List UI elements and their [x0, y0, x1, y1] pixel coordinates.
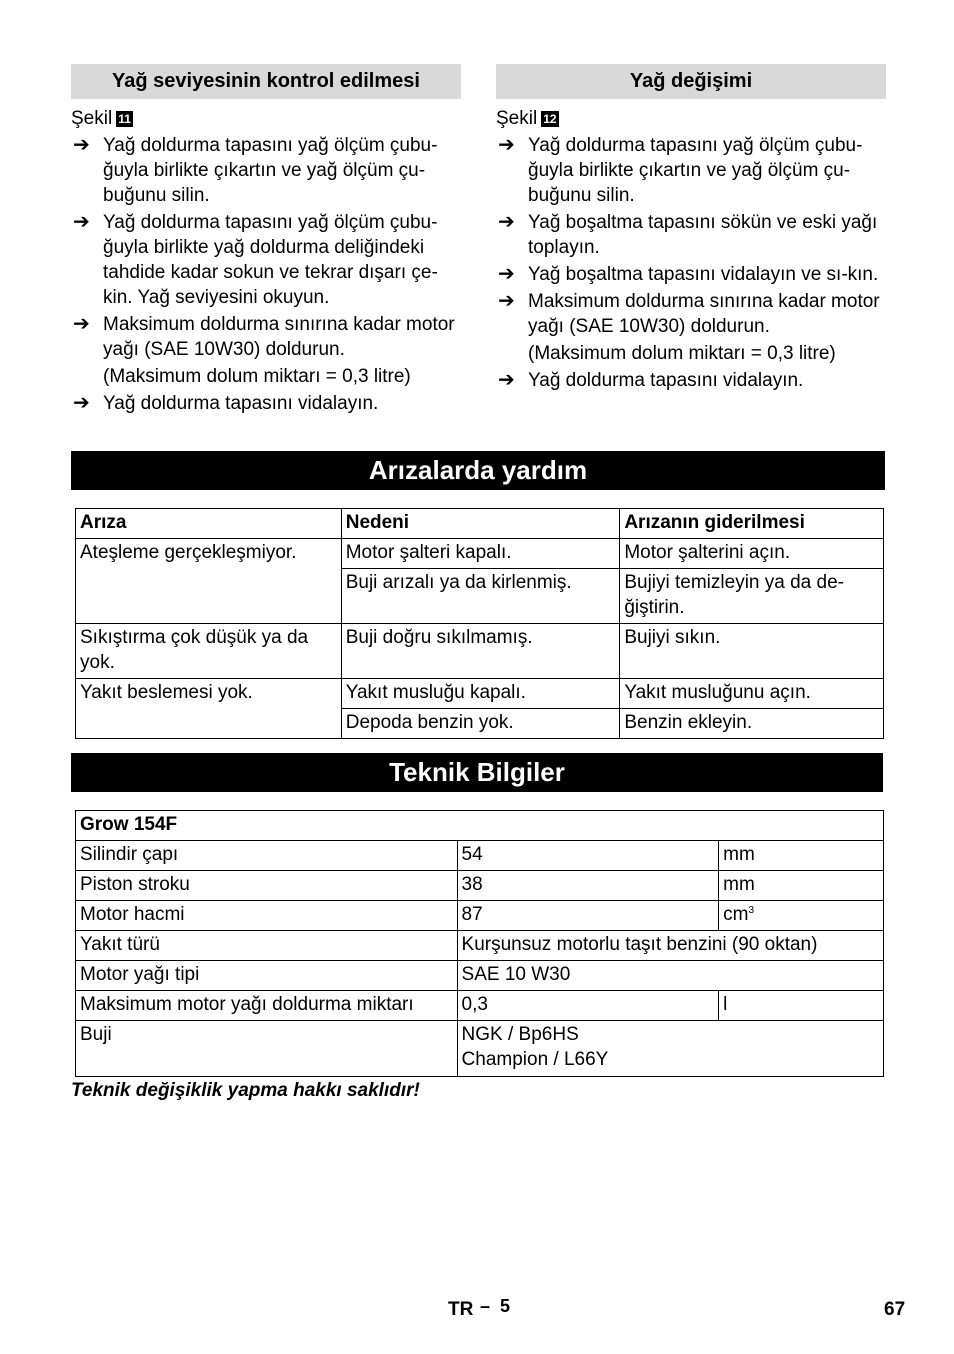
model-name: Grow 154F: [76, 811, 884, 841]
instruction-step: [496, 210, 886, 260]
remedy-cell: Bujiyi sıkın.: [620, 624, 884, 679]
spec-unit: [719, 901, 884, 931]
remedy-cell: Bujiyi temizleyin ya da de-ğiştirin.: [620, 569, 884, 624]
spec-unit: l: [719, 991, 884, 1021]
spec-label: Yakıt türü: [76, 931, 458, 961]
instruction-step: [71, 210, 461, 310]
header-remedy: Arızanın giderilmesi: [620, 509, 884, 539]
table-header-row: [76, 509, 884, 539]
header-cause: Nedeni: [341, 509, 620, 539]
figure-number-badge: 12: [543, 112, 557, 126]
table-row: [76, 679, 884, 709]
table-row: [76, 1021, 884, 1077]
spec-value: 0,3: [457, 991, 719, 1021]
arrow-icon: ➔: [73, 392, 90, 414]
table-row: [76, 624, 884, 679]
cause-cell: Yakıt musluğu kapalı.: [341, 679, 620, 709]
section-heading: Yağ seviyesinin kontrol edilmesi: [71, 64, 461, 99]
fault-cell: Sıkıştırma çok düşük ya da yok.: [76, 624, 342, 679]
step-text: Yağ doldurma tapasını yağ ölçüm çubu-ğuyla birlikte çıkartın ve yağ ölçüm çu-buğunu silin.: [103, 135, 438, 206]
footer-language: TR: [448, 1299, 474, 1320]
table-row: [76, 931, 884, 961]
spec-value: 38: [457, 871, 719, 901]
instruction-step: [496, 368, 886, 393]
spark-plug-option: Champion / L66Y: [461, 1049, 609, 1070]
step-text: Yağ boşaltma tapasını vidalayın ve sı-kın.: [528, 264, 879, 285]
table-row: [76, 539, 884, 569]
spec-value: SAE 10 W30: [457, 961, 883, 991]
oil-change-section: [496, 64, 886, 393]
spec-label: Piston stroku: [76, 871, 458, 901]
spec-unit: mm: [719, 871, 884, 901]
remedy-cell: Motor şalterini açın.: [620, 539, 884, 569]
spec-value: [457, 1021, 883, 1077]
arrow-icon: ➔: [498, 134, 515, 156]
step-text: Yağ boşaltma tapasını sökün ve eski yağı toplayın.: [528, 212, 878, 258]
step-text: Yağ doldurma tapasını yağ ölçüm çubu-ğuyla birlikte çıkartın ve yağ ölçüm çu-buğunu silin.: [528, 135, 863, 206]
footer-section-page: 5: [500, 1296, 511, 1316]
spec-label: Motor hacmi: [76, 901, 458, 931]
table-row: [76, 961, 884, 991]
spec-unit: mm: [719, 841, 884, 871]
arrow-icon: ➔: [498, 211, 515, 233]
cause-cell: Buji doğru sıkılmamış.: [341, 624, 620, 679]
oil-level-section: [71, 64, 461, 416]
unit-base: cm: [723, 904, 749, 925]
disclaimer-note: Teknik değişiklik yapma hakkı saklıdır!: [71, 1080, 420, 1101]
instruction-step: [496, 262, 886, 287]
spark-plug-option: NGK / Bp6HS: [461, 1024, 579, 1045]
table-row: [76, 901, 884, 931]
step-text: Maksimum doldurma sınırına kadar motor yağı (SAE 10W30) doldurun.: [528, 291, 880, 337]
figure-label: Şekil: [71, 108, 113, 129]
step-text: Yağ doldurma tapasını vidalayın.: [103, 393, 379, 414]
section-heading: Yağ değişimi: [496, 64, 886, 99]
fill-quantity-note: (Maksimum dolum miktarı = 0,3 litre): [103, 366, 411, 387]
remedy-cell: Yakıt musluğunu açın.: [620, 679, 884, 709]
instruction-step: [71, 391, 461, 416]
spec-label: Maksimum motor yağı doldurma miktarı: [76, 991, 458, 1021]
step-text: Yağ doldurma tapasını yağ ölçüm çubu-ğuyla birlikte yağ doldurma deliğindeki tahdide kadar sokun ve tekrar dışarı çe-kin. Yağ seviyesini okuyun.: [103, 212, 438, 308]
cause-cell: Buji arızalı ya da kirlenmiş.: [341, 569, 620, 624]
spec-label: Motor yağı tipi: [76, 961, 458, 991]
table-row: [76, 991, 884, 1021]
spec-value: 87: [457, 901, 719, 931]
cause-cell: Motor şalteri kapalı.: [341, 539, 620, 569]
technical-data-banner: Teknik Bilgiler: [71, 753, 883, 792]
technical-data-table: [75, 810, 884, 1077]
instruction-step: [496, 289, 886, 339]
table-header-row: [76, 811, 884, 841]
cause-cell: Depoda benzin yok.: [341, 709, 620, 739]
table-row: [76, 871, 884, 901]
arrow-icon: ➔: [73, 134, 90, 156]
spec-label: Silindir çapı: [76, 841, 458, 871]
remedy-cell: Benzin ekleyin.: [620, 709, 884, 739]
step-text: Maksimum doldurma sınırına kadar motor yağı (SAE 10W30) doldurun.: [103, 314, 455, 360]
table-row: [76, 841, 884, 871]
spec-label: Buji: [76, 1021, 458, 1077]
arrow-icon: ➔: [498, 369, 515, 391]
instruction-step: [71, 312, 461, 362]
step-text: Yağ doldurma tapasını vidalayın.: [528, 370, 804, 391]
arrow-icon: ➔: [73, 211, 90, 233]
arrow-icon: ➔: [498, 263, 515, 285]
instruction-step: [71, 133, 461, 208]
page-number: 67: [884, 1299, 906, 1320]
spec-value: Kurşunsuz motorlu taşıt benzini (90 oktan): [457, 931, 883, 961]
troubleshooting-banner: Arızalarda yardım: [71, 451, 885, 490]
spec-value: 54: [457, 841, 719, 871]
fill-quantity-note: (Maksimum dolum miktarı = 0,3 litre): [528, 343, 836, 364]
fault-cell: Ateşleme gerçekleşmiyor.: [76, 539, 342, 624]
instruction-step: [496, 133, 886, 208]
figure-number-badge: 11: [118, 112, 131, 126]
figure-reference: [71, 107, 461, 131]
troubleshooting-table: [75, 508, 884, 739]
arrow-icon: ➔: [498, 290, 515, 312]
fault-cell: Yakıt beslemesi yok.: [76, 679, 342, 739]
arrow-icon: ➔: [73, 313, 90, 335]
header-fault: Arıza: [76, 509, 342, 539]
footer-dash: –: [480, 1296, 491, 1316]
figure-label: Şekil: [496, 108, 538, 129]
figure-reference: [496, 107, 886, 131]
unit-superscript: 3: [748, 905, 755, 916]
